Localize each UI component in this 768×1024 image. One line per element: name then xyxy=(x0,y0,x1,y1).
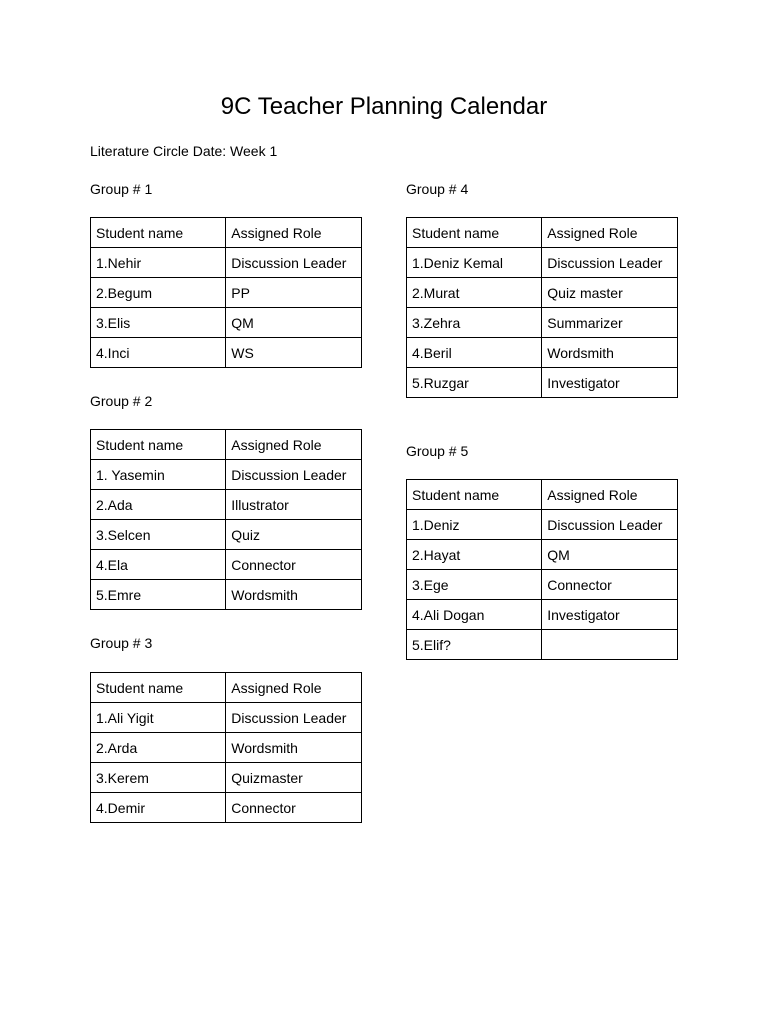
student-name-cell: 5.Elif? xyxy=(407,630,542,660)
table-row xyxy=(91,520,362,550)
student-name-cell: 5.Ruzgar xyxy=(407,368,542,398)
assigned-role-cell: Wordsmith xyxy=(542,338,678,368)
assigned-role-cell: Quizmaster xyxy=(226,763,362,793)
header-cell: Student name xyxy=(407,218,542,248)
table-row xyxy=(91,580,362,610)
assigned-role-cell: Illustrator xyxy=(226,490,362,520)
student-name-cell: 3.Ege xyxy=(407,570,542,600)
student-name-cell: 5.Emre xyxy=(91,580,226,610)
assigned-role-cell: Summarizer xyxy=(542,308,678,338)
group-2-label: Group # 2 xyxy=(90,393,153,409)
student-name-cell: 4.Ali Dogan xyxy=(407,600,542,630)
group-5-label: Group # 5 xyxy=(406,443,469,459)
student-name-cell: 1.Ali Yigit xyxy=(91,703,226,733)
student-name-cell: 4.Ela xyxy=(91,550,226,580)
assigned-role-cell: Discussion Leader xyxy=(226,460,362,490)
student-name-cell: 4.Inci xyxy=(91,338,226,368)
table-header-row xyxy=(91,218,362,248)
group-4-label: Group # 4 xyxy=(406,181,469,197)
student-name-cell: 2.Ada xyxy=(91,490,226,520)
student-name-cell: 1.Nehir xyxy=(91,248,226,278)
student-name-cell: 1.Deniz xyxy=(407,510,542,540)
student-name-cell: 1. Yasemin xyxy=(91,460,226,490)
header-cell: Student name xyxy=(91,430,226,460)
student-name-cell: 2.Arda xyxy=(91,733,226,763)
table-row xyxy=(407,248,678,278)
student-name-cell: 3.Elis xyxy=(91,308,226,338)
group-1-table xyxy=(90,217,362,368)
student-name-cell: 2.Hayat xyxy=(407,540,542,570)
group-5-table xyxy=(406,479,678,660)
assigned-role-cell: Investigator xyxy=(542,600,678,630)
assigned-role-cell: Discussion Leader xyxy=(542,510,678,540)
table-row xyxy=(407,600,678,630)
table-row xyxy=(407,308,678,338)
group-3-table xyxy=(90,672,362,823)
table-row xyxy=(91,490,362,520)
assigned-role-cell: Investigator xyxy=(542,368,678,398)
group-1-label: Group # 1 xyxy=(90,181,153,197)
table-row xyxy=(407,540,678,570)
assigned-role-cell: Quiz xyxy=(226,520,362,550)
student-name-cell: 3.Zehra xyxy=(407,308,542,338)
header-cell: Assigned Role xyxy=(542,218,678,248)
student-name-cell: 4.Beril xyxy=(407,338,542,368)
student-name-cell: 4.Demir xyxy=(91,793,226,823)
table-row xyxy=(91,793,362,823)
header-cell: Assigned Role xyxy=(226,218,362,248)
table-row xyxy=(407,338,678,368)
header-cell: Assigned Role xyxy=(226,430,362,460)
assigned-role-cell: Wordsmith xyxy=(226,580,362,610)
group-4-table xyxy=(406,217,678,398)
student-name-cell: 3.Kerem xyxy=(91,763,226,793)
student-name-cell: 1.Deniz Kemal xyxy=(407,248,542,278)
table-row xyxy=(91,460,362,490)
assigned-role-cell: Connector xyxy=(226,550,362,580)
assigned-role-cell: PP xyxy=(226,278,362,308)
assigned-role-cell: QM xyxy=(226,308,362,338)
table-row xyxy=(91,338,362,368)
assigned-role-cell xyxy=(542,630,678,660)
student-name-cell: 2.Begum xyxy=(91,278,226,308)
group-2-table xyxy=(90,429,362,610)
page-title: 9C Teacher Planning Calendar xyxy=(220,93,548,120)
table-row xyxy=(407,278,678,308)
table-row xyxy=(91,248,362,278)
header-cell: Student name xyxy=(407,480,542,510)
table-row xyxy=(407,368,678,398)
header-cell: Student name xyxy=(91,673,226,703)
table-header-row xyxy=(407,480,678,510)
table-row xyxy=(91,278,362,308)
assigned-role-cell: Discussion Leader xyxy=(542,248,678,278)
table-header-row xyxy=(407,218,678,248)
header-cell: Assigned Role xyxy=(542,480,678,510)
header-cell: Student name xyxy=(91,218,226,248)
table-header-row xyxy=(91,673,362,703)
table-row xyxy=(407,570,678,600)
table-row xyxy=(91,733,362,763)
literature-circle-date: Literature Circle Date: Week 1 xyxy=(90,143,278,159)
table-row xyxy=(407,510,678,540)
assigned-role-cell: Wordsmith xyxy=(226,733,362,763)
table-row xyxy=(91,550,362,580)
assigned-role-cell: Discussion Leader xyxy=(226,248,362,278)
assigned-role-cell: QM xyxy=(542,540,678,570)
assigned-role-cell: Connector xyxy=(226,793,362,823)
student-name-cell: 2.Murat xyxy=(407,278,542,308)
group-3-label: Group # 3 xyxy=(90,635,153,651)
assigned-role-cell: WS xyxy=(226,338,362,368)
table-row xyxy=(407,630,678,660)
assigned-role-cell: Discussion Leader xyxy=(226,703,362,733)
table-row xyxy=(91,703,362,733)
table-row xyxy=(91,308,362,338)
table-row xyxy=(91,763,362,793)
header-cell: Assigned Role xyxy=(226,673,362,703)
assigned-role-cell: Connector xyxy=(542,570,678,600)
assigned-role-cell: Quiz master xyxy=(542,278,678,308)
table-header-row xyxy=(91,430,362,460)
student-name-cell: 3.Selcen xyxy=(91,520,226,550)
